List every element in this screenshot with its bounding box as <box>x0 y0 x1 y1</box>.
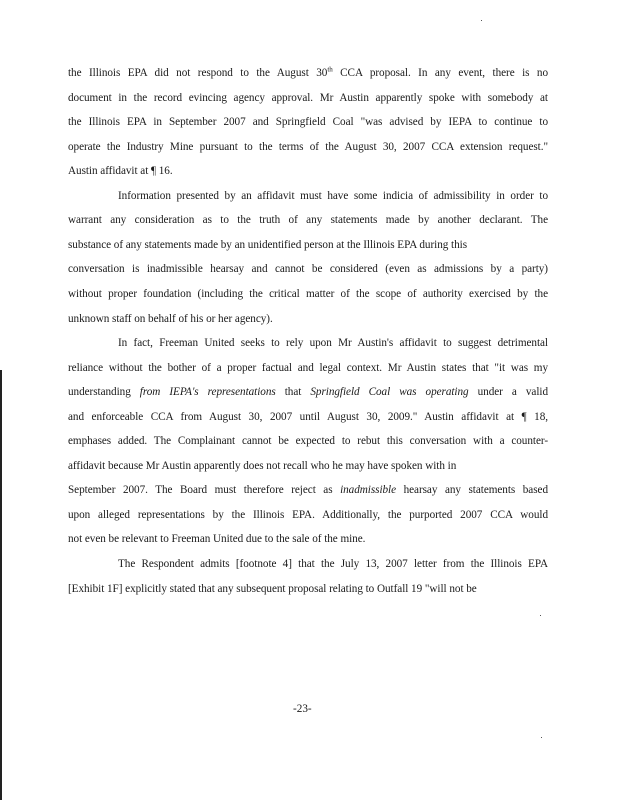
page-number: -23- <box>293 703 312 715</box>
paragraph-2-line-5 <box>68 287 548 301</box>
text-run: The Respondent admits [footnote 4] that the July 13, 2007 letter from the Illinois EPA <box>118 558 548 570</box>
text-run: that <box>275 386 311 399</box>
text-run: hearsay any statements based <box>396 484 548 497</box>
paragraph-3-line-6 <box>68 459 548 473</box>
text-run: In fact, Freeman United seeks to rely upon Mr Austin's affidavit to suggest detrimental <box>118 337 548 350</box>
text-run: affidavit because Mr Austin apparently does not recall who he may have spoken with in <box>68 459 457 472</box>
text-run: reliance without the bother of a proper factual and legal context. Mr Austin states that "it was my <box>68 361 548 374</box>
text-run: the Illinois EPA in September 2007 and Springfield Coal "was advised by IEPA to continue to <box>68 116 548 129</box>
text-run: document in the record evincing agency approval. Mr Austin apparently spoke with somebody at <box>68 91 548 104</box>
paragraph-3-line-4 <box>68 410 548 424</box>
emphasized-text: from IEPA's representations <box>139 386 276 399</box>
text-run: emphases added. The Complainant cannot be expected to rebut this conversation with a counter- <box>68 435 548 448</box>
text-run: operate the Industry Mine pursuant to the terms of the August 30, 2007 CCA extension request." <box>68 140 548 153</box>
paragraph-2-line-4 <box>68 262 548 276</box>
text-run: substance of any statements made by an unidentified person at the Illinois EPA during this <box>68 238 468 251</box>
paragraph-3-line-1 <box>118 336 548 350</box>
text-run: warrant any consideration as to the truth of any statements made by another declarant. The <box>68 214 548 227</box>
paragraph-2-line-1 <box>118 189 548 203</box>
text-run: Information presented by an affidavit must have some indicia of admissibility in order to <box>118 189 548 202</box>
text-run: Austin affidavit at ¶ 16. <box>68 165 173 178</box>
scan-margin-edge <box>0 370 2 800</box>
paragraph-4-line-2 <box>68 582 548 596</box>
paragraph-4-line-1 <box>118 557 548 571</box>
scan-speck <box>481 20 482 21</box>
paragraph-2-line-3 <box>68 238 548 252</box>
text-run: understanding <box>68 386 140 399</box>
text-run: the Illinois EPA did not respond to the August 30 <box>68 67 328 79</box>
paragraph-3-line-7 <box>68 483 548 497</box>
paragraph-3-line-3 <box>68 385 548 399</box>
paragraph-1-line-5 <box>68 164 548 178</box>
paragraph-1-line-1 <box>68 66 548 80</box>
paragraph-2-line-2 <box>68 213 548 227</box>
scan-speck <box>540 615 541 616</box>
text-run: [Exhibit 1F] explicitly stated that any subsequent proposal relating to Outfall 19 "will not be <box>68 582 477 595</box>
paragraph-3-line-2 <box>68 361 548 375</box>
paragraph-3-line-5 <box>68 434 548 448</box>
text-run: without proper foundation (including the critical matter of the scope of authority exercised by the <box>68 287 548 300</box>
paragraph-1-line-3 <box>68 115 548 129</box>
text-run: conversation is inadmissible hearsay and cannot be considered (even as admissions by a party) <box>68 263 548 276</box>
text-run: CCA proposal. In any event, there is no <box>332 67 548 79</box>
emphasized-text: inadmissible <box>340 484 397 497</box>
text-run: under a valid <box>468 386 548 399</box>
text-run: unknown staff on behalf of his or her agency). <box>68 312 273 325</box>
text-run: September 2007. The Board must therefore reject as <box>68 484 341 497</box>
scan-speck <box>541 737 542 738</box>
paragraph-3-line-9 <box>68 532 548 546</box>
text-run: not even be relevant to Freeman United due to the sale of the mine. <box>68 533 366 546</box>
paragraph-1-line-4 <box>68 140 548 154</box>
emphasized-text: Springfield Coal was operating <box>310 386 469 399</box>
superscript-text: th <box>327 65 333 74</box>
paragraph-1-line-2 <box>68 91 548 105</box>
paragraph-3-line-8 <box>68 508 548 522</box>
text-run: upon alleged representations by the Illinois EPA. Additionally, the purported 2007 CCA would <box>68 508 548 521</box>
paragraph-2-line-6 <box>68 312 548 326</box>
text-run: and enforceable CCA from August 30, 2007 until August 30, 2009." Austin affidavit at ¶ 18, <box>68 410 548 423</box>
